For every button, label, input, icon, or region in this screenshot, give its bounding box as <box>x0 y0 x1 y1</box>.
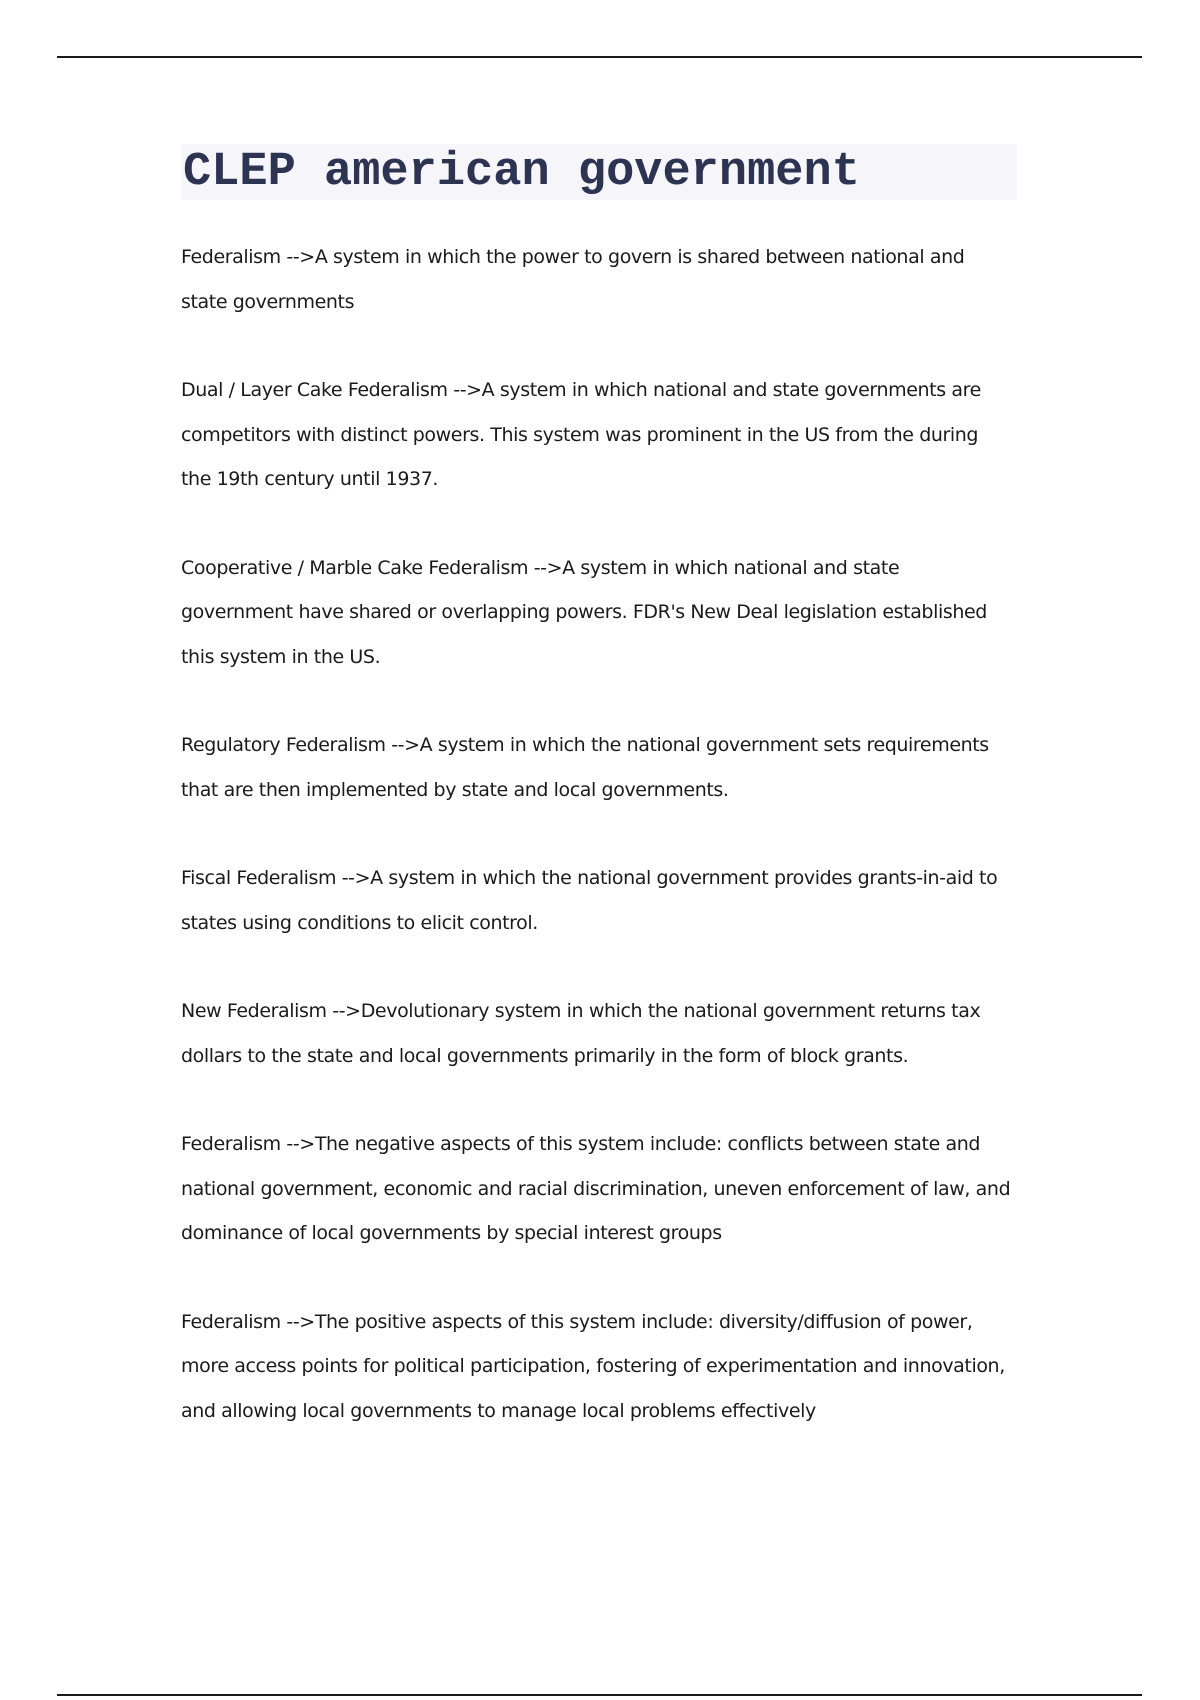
entry-fiscal-federalism: Fiscal Federalism -->A system in which the national government provides grants-in-aid to states using conditions to elicit control. <box>181 867 998 934</box>
footer-rule <box>57 1694 1142 1696</box>
document-body <box>181 144 1019 1477</box>
entry-new-federalism: New Federalism -->Devolutionary system in which the national government returns tax dollars to the state and local governments primarily in the form of block grants. <box>181 1000 981 1067</box>
entry-federalism: Federalism -->A system in which the power to govern is shared between national and state governments <box>181 246 965 313</box>
entry-regulatory-federalism: Regulatory Federalism -->A system in which the national government sets requirements that are then implemented by state and local governments. <box>181 734 989 801</box>
entry-federalism-negatives: Federalism -->The negative aspects of this system include: conflicts between state and national government, economic and racial discrimination, uneven enforcement of law, and dominance of local governments by special interest groups <box>181 1133 1011 1244</box>
entry-list <box>181 235 1019 1433</box>
entry-dual-federalism: Dual / Layer Cake Federalism -->A system in which national and state governments are competitors with distinct powers. This system was prominent in the US from the during the 19th century until 1937. <box>181 379 981 490</box>
header-rule <box>57 56 1142 58</box>
document-title: CLEP american government <box>183 145 860 199</box>
entry-federalism-positives: Federalism -->The positive aspects of this system include: diversity/diffusion of power, more access points for political participation, fostering of experimentation and innovation, and allowing local governments to manage local problems effectively <box>181 1310 1005 1422</box>
title-band <box>181 144 1017 200</box>
entry-cooperative-federalism: Cooperative / Marble Cake Federalism -->A system in which national and state government have shared or overlapping powers. FDR's New Deal legislation established this system in the US. <box>181 556 987 668</box>
